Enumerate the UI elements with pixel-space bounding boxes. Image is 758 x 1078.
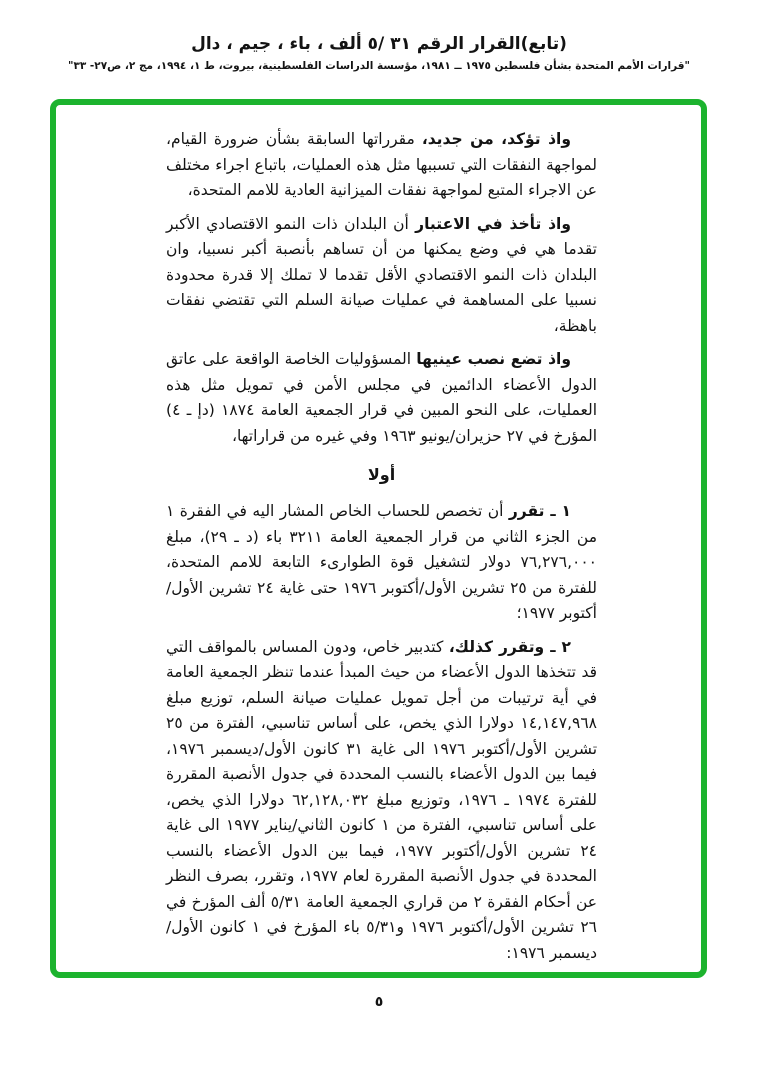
paragraph-lead: ١ ـ تقرر <box>508 502 571 520</box>
source-citation: "قرارات الأمم المتحدة بشأن فلسطين ١٩٧٥ ــ ١٩٨١، مؤسسة الدراسات الفلسطينية، بيروت، ط ١، ١٩٩٤، مج ٢، ص٢٧- ٣٣" <box>67 60 691 72</box>
paragraph-text: المسؤوليات الخاصة الواقعة على عاتق الدول الأعضاء الدائمين في مجلس الأمن في تمويل مثل هذه العمليات، على النحو المبين في قرار الجمعية العامة ١٨٧٤ (دإ ـ ٤) المؤرخ في ٢٧ حزيران/يونيو ١٩٦٣ وفي غيره من قراراتها، <box>166 350 597 445</box>
resolution-text-frame <box>50 99 707 978</box>
paragraph-text: أن البلدان ذات النمو الاقتصادي الأكبر تقدما هي في وضع يمكنها من أن تساهم بأنصبة أكبر نسبيا، وان البلدان ذات النمو الاقتصادي الأقل تقدما لا تملك إلا قدرة محدودة نسبيا على المساهمة في عمليات صيانة السلم التي تقتضي نفقات باهظة، <box>166 214 597 335</box>
paragraph-text: مقرراتها السابقة بشأن ضرورة القيام، لمواجهة النفقات التي تسببها مثل هذه العمليات، باتباع اجراء مختلف عن الاجراء المتبع لمواجهة نفقات الميزانية العادية للامم المتحدة، <box>166 130 597 199</box>
document-header <box>0 33 758 73</box>
paragraph-text: كتدبير خاص، ودون المساس بالمواقف التي قد تتخذها الدول الأعضاء من حيث المبدأ عندما تنظر الجمعية العامة في أية ترتيبات من أجل تمويل عمليات صيانة السلم، توزيع مبلغ ١٤,١٤٧,٩٦٨ دولارا الذي يخص، على أساس تناسبي، الفترة من ٢٥ تشرين الأول/أكتوبر ١٩٧٦ الى غاية ٣١ كانون الأول/ديسمبر ١٩٧٦، فيما بين الدول الأعضاء بالنسب المحددة في جدول الأنصبة المقررة للفترة ١٩٧٤ ـ ١٩٧٦، وتوزيع مبلغ ٦٢,١٢٨,٠٣٢ دولارا الذي يخص، على أساس تناسبي، الفترة من ١ كانون الثاني/يناير ١٩٧٧ الى غاية ٢٤ تشرين الأول/أكتوبر ١٩٧٧، فيما بين الدول الأعضاء بالنسب المحددة في جدول الأنصبة المقررة لعام ١٩٧٧، وتقرر، بصرف النظر عن أحكام الفقرة ٢ من قراري الجمعية العامة ٥/٣١ ألف المؤرخ في ٢٦ تشرين الأول/أكتوبر ١٩٧٦ و٥/٣١ باء المؤرخ في ١ كانون الأول/ديسمبر ١٩٧٦: <box>166 637 598 962</box>
page-number: ٥ <box>374 994 384 1010</box>
preamble-paragraph-1 <box>166 127 597 204</box>
operative-paragraph-1 <box>166 499 597 627</box>
preamble-paragraph-2 <box>166 212 597 340</box>
preamble-paragraph-3 <box>166 347 597 449</box>
resolution-title: (تابع)القرار الرقم ٣١ /٥ ألف ، باء ، جيم ، دال <box>191 34 567 54</box>
paragraph-lead: واذ تضع نصب عينيها <box>416 350 571 368</box>
paragraph-lead: ٢ ـ وتقرر كذلك، <box>448 637 571 656</box>
paragraph-lead: واذ تأخذ في الاعتبار <box>415 214 571 233</box>
paragraph-text: أن تخصص للحساب الخاص المشار اليه في الفقرة ١ من الجزء الثاني من قرار الجمعية العامة ٣٢١١ باء (د ـ ٢٩)، مبلغ ٧٦,٢٧٦,٠٠٠ دولار لتشغيل قوة الطوارىء التابعة للامم المتحدة، للفترة من ٢٥ تشرين الأول/أكتوبر ١٩٧٦ حتى غاية ٢٤ تشرين الأول/أكتوبر ١٩٧٧؛ <box>166 502 597 622</box>
section-heading-first: أولا <box>367 465 396 484</box>
operative-paragraph-2 <box>166 635 597 967</box>
paragraph-lead: واذ تؤكد، من جديد، <box>421 130 571 148</box>
